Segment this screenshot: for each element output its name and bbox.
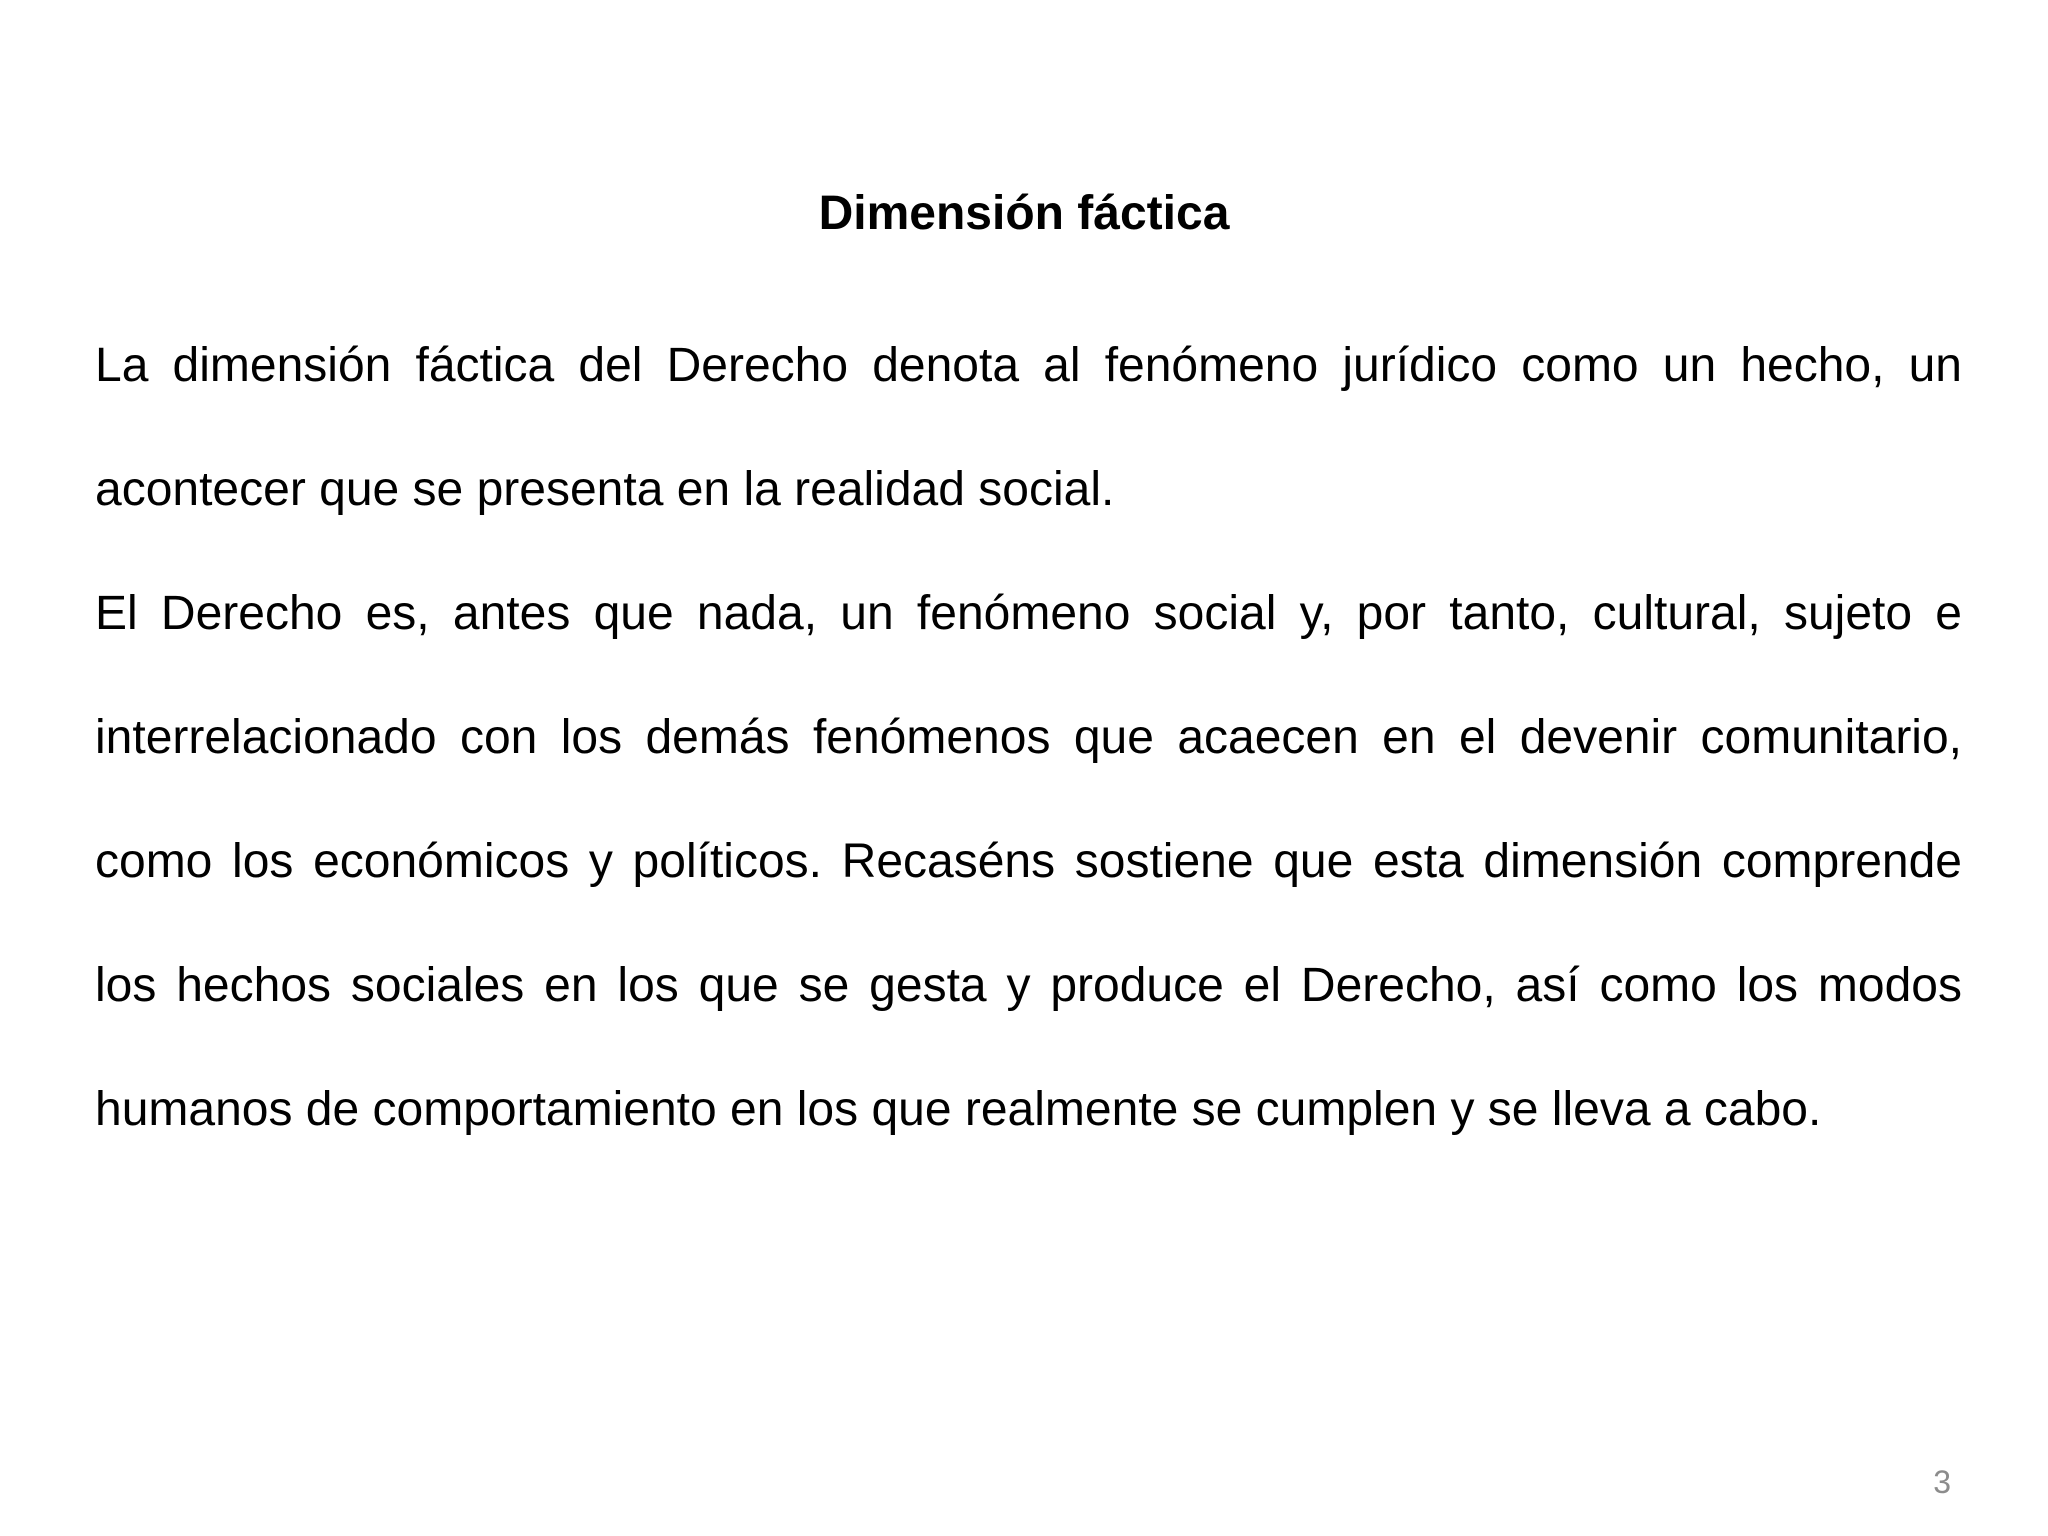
paragraph-1: La dimensión fáctica del Derecho denota al fenómeno jurídico como un hecho, un acontecer que se presenta en la realidad social. (95, 339, 1962, 516)
paragraph-2: El Derecho es, antes que nada, un fenómeno social y, por tanto, cultural, sujeto e interrelacionado con los demás fenómenos que acaecen en el devenir comunitario, como los económicos y políticos. Recaséns sostiene que esta dimensión comprende los hechos sociales en los que se gesta y produce el Derecho, así como los modos humanos de comportamiento en los que realmente se cumplen y se lleva a cabo. (95, 587, 1962, 1136)
slide-title: Dimensión fáctica (818, 187, 1230, 240)
page-number: 3 (1933, 1464, 1951, 1500)
slide-body (95, 304, 1962, 1172)
